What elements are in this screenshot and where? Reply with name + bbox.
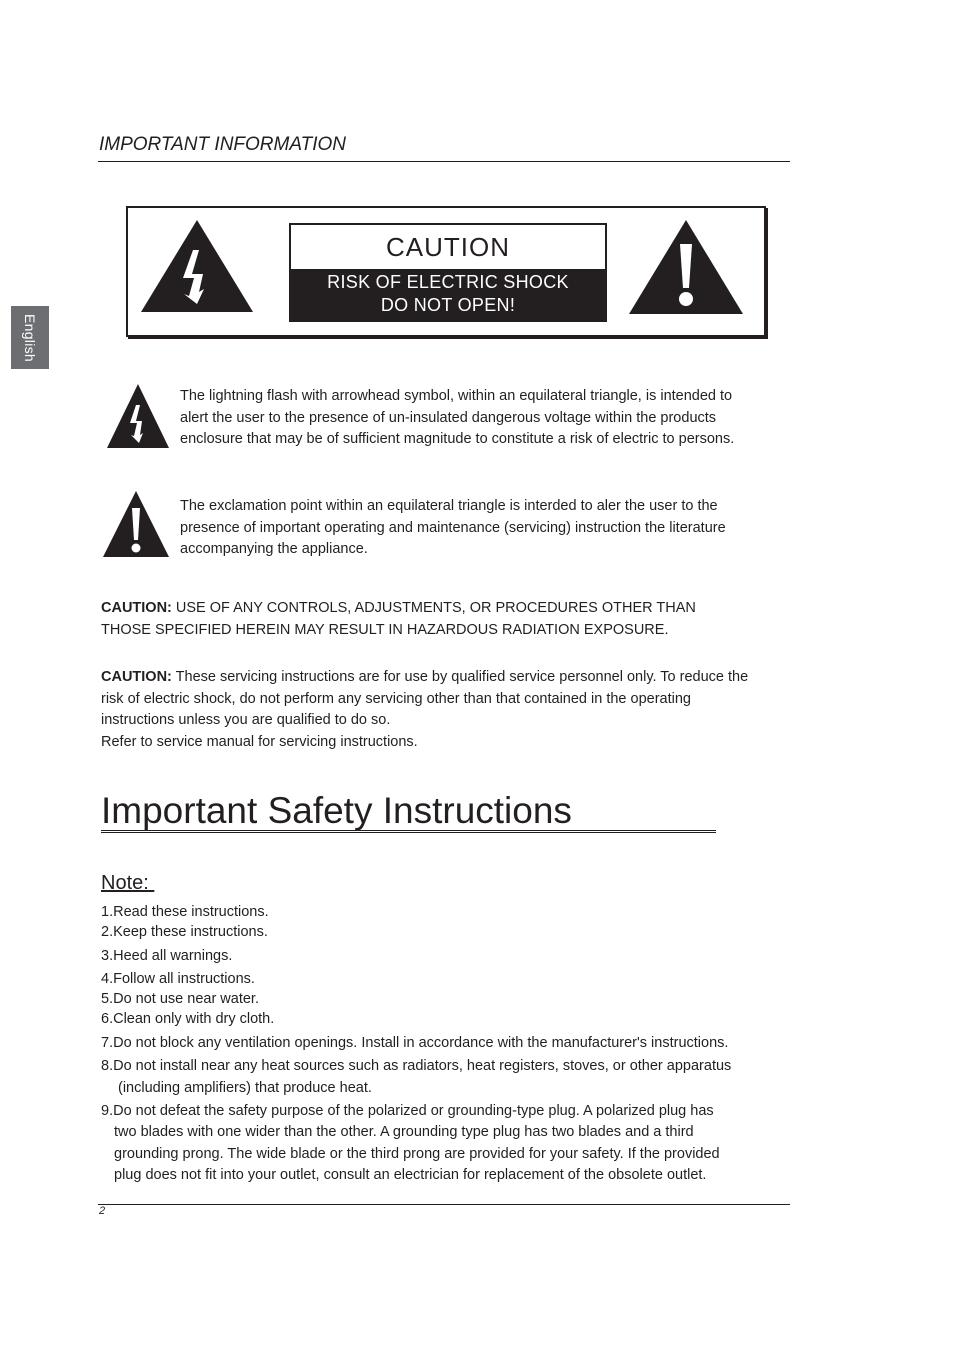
caution-line-1: RISK OF ELECTRIC SHOCK <box>327 272 569 292</box>
lightning-symbol-icon <box>106 383 170 449</box>
caution-warning-block <box>291 269 605 322</box>
note-label: Note: <box>101 872 155 894</box>
section-title: IMPORTANT INFORMATION <box>99 134 346 155</box>
caution-title: CAUTION <box>386 231 510 262</box>
page-number: 2 <box>99 1205 106 1217</box>
list-item: 5.Do not use near water. <box>101 991 259 1007</box>
list-item: 8.Do not install near any heat sources such as radiators, heat registers, stoves, or other apparatus <box>101 1058 732 1074</box>
language-tab-label: English <box>22 313 38 362</box>
service-manual-reference: Refer to service manual for servicing instructions. <box>101 733 418 750</box>
safety-instructions-title: Important Safety Instructions <box>101 790 572 831</box>
list-item: 9.Do not defeat the safety purpose of the polarized or grounding-type plug. A polarized plug has <box>101 1103 714 1119</box>
list-item-continuation: plug does not fit into your outlet, consult an electrician for replacement of the obsolete outlet. <box>114 1167 707 1183</box>
caution-line-2: DO NOT OPEN! <box>380 295 516 315</box>
exclamation-description: The exclamation point within an equilateral triangle is interded to aler the user to the presence of important operating and maintenance (servicing) instruction the literature accompanying the appliance. <box>180 498 726 557</box>
list-item: 1.Read these instructions. <box>101 904 269 920</box>
list-item: 2.Keep these instructions. <box>101 924 268 940</box>
list-item: 4.Follow all instructions. <box>101 971 255 987</box>
language-tab <box>11 306 49 369</box>
caution-servicing <box>101 667 751 753</box>
caution-radiation-label: CAUTION: <box>101 600 172 616</box>
caution-label <box>289 223 607 322</box>
caution-radiation <box>101 598 741 641</box>
caution-radiation-text: USE OF ANY CONTROLS, ADJUSTMENTS, OR PROCEDURES OTHER THAN THOSE SPECIFIED HEREIN MAY RESULT IN HAZARDOUS RADIATION EXPOSURE. <box>101 600 696 638</box>
lightning-description: The lightning flash with arrowhead symbol, within an equilateral triangle, is intended to alert the user to the presence of un-insulated dangerous voltage within the products enclosure that may be of sufficient magnitude to constitute a risk of electric to persons. <box>180 388 735 447</box>
caution-servicing-label: CAUTION: <box>101 669 172 685</box>
title-underline <box>101 830 716 833</box>
exclamation-warning-icon <box>627 218 745 316</box>
list-item-continuation: two blades with one wider than the other. A grounding type plug has two blades and a third <box>114 1124 694 1140</box>
list-item: 6.Clean only with dry cloth. <box>101 1011 275 1027</box>
list-item-continuation: grounding prong. The wide blade or the third prong are provided for your safety. If the provided <box>114 1146 720 1162</box>
caution-servicing-text: These servicing instructions are for use by qualified service personnel only. To reduce the risk of electric shock, do not perform any servicing other than that contained in the operating instructions unless you are qualified to do so. <box>101 669 749 728</box>
header-rule <box>98 161 790 162</box>
list-item: 7.Do not block any ventilation openings. Install in accordance with the manufacturer's instructions. <box>101 1035 729 1051</box>
list-item-continuation: (including amplifiers) that produce heat. <box>118 1080 372 1096</box>
exclamation-symbol-icon <box>102 490 170 558</box>
lightning-warning-icon <box>139 218 255 314</box>
footer-rule <box>98 1204 790 1205</box>
list-item: 3.Heed all warnings. <box>101 948 233 964</box>
